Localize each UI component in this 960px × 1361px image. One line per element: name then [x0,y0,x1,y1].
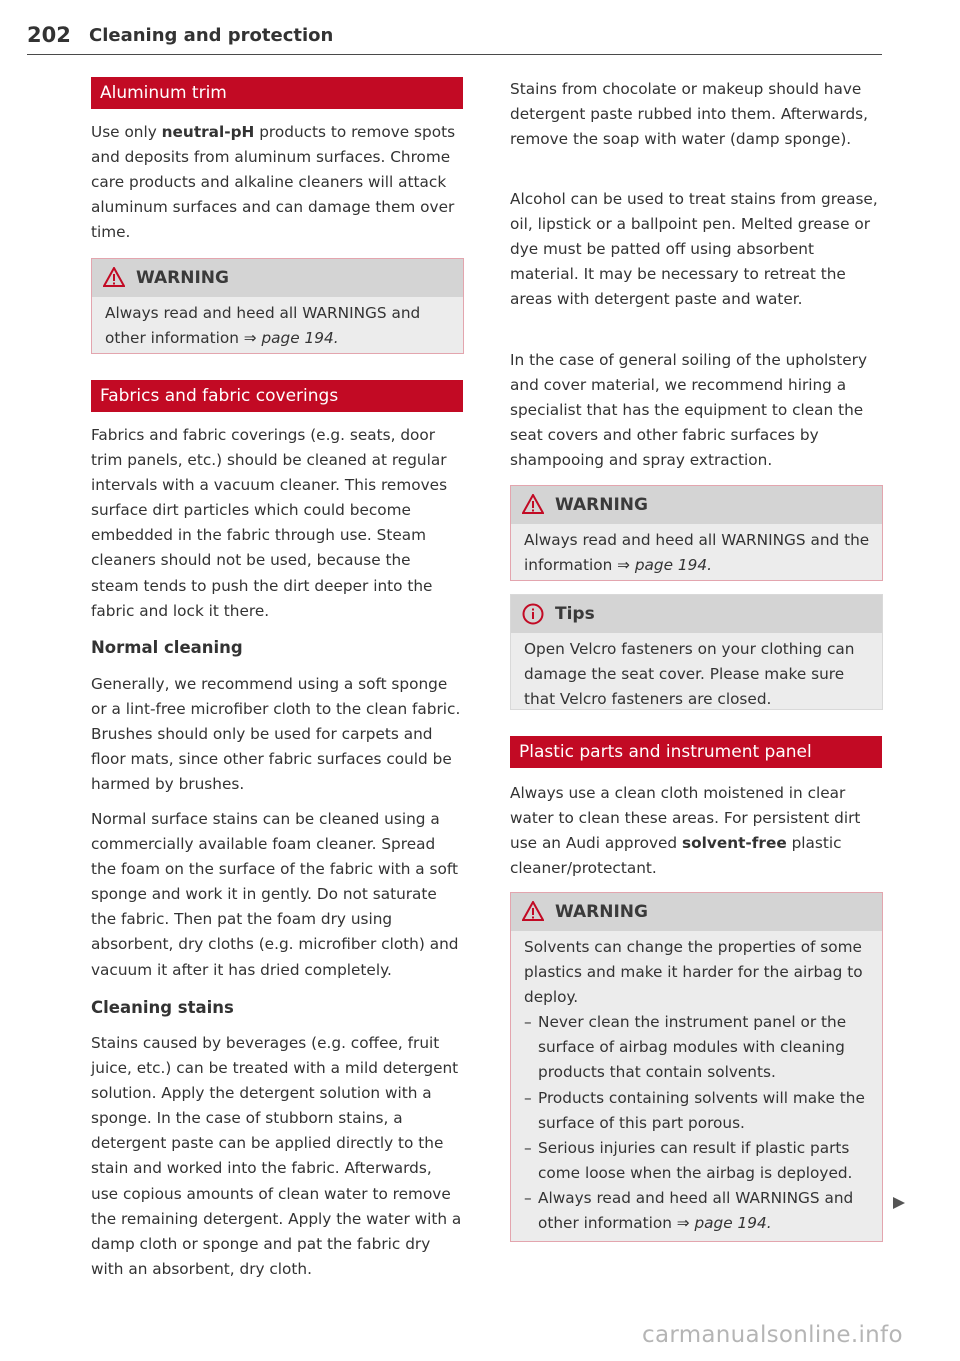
warning-text: Always read and heed all WARNINGS and other information ⇒ page 194. [105,304,421,348]
warning-intro: Solvents can change the properties of some plastics and make it harder for the airbag to deploy. [524,938,863,1007]
normal-cleaning-paragraph-2: Normal surface stains can be cleaned using a commercially available foam cleaner. Spread the foam on the surface of the fabric with a soft sponge and work it in gently. Do not saturate the fabric. Then pat the foam dry using absorbent, dry cloths (e.g. microfiber cloth) and vacuum it after it has dried completely. [91,810,459,979]
warning-triangle-icon [103,267,125,287]
warning-title: WARNING [136,268,229,288]
warning-box-fabrics [510,485,883,581]
page-reference-link[interactable]: ⇒ page 194. [243,329,339,348]
normal-cleaning-paragraph-1: Generally, we recommend using a soft sponge or a lint-free microfiber cloth to the clean fabric. Brushes should only be used for carpets and floor mats, since other fabric surfaces could be harmed by brushes. [91,675,461,794]
upholstery-paragraph: In the case of general soiling of the upholstery and cover material, we recommend hiring a specialist that has the equipment to clean the seat covers and other fabric surfaces by shampooing and spray extraction. [510,351,868,470]
page-reference-link[interactable]: ⇒ page 194. [617,556,712,575]
emphasis-solvent-free: solvent-free [682,834,787,853]
warning-bullet: – Always read and heed all WARNINGS and other information ⇒ page 194. [524,1188,854,1233]
tips-box [510,594,883,710]
alcohol-paragraph: Alcohol can be used to treat stains from grease, oil, lipstick or a ballpoint pen. Melted grease or dye must be patted off using absorbent material. It may be necessary to retreat the areas with detergent paste and water. [510,190,878,309]
warning-text: Always read and heed all WARNINGS and the information ⇒ page 194. [524,531,870,575]
cleaning-stains-paragraph: Stains caused by beverages (e.g. coffee, fruit juice, etc.) can be treated with a mild detergent solution. Apply the detergent solution with a sponge. In the case of stubborn stains, a detergent paste can be applied directly to the stain and worked into the fabric. Afterwards, use copious amounts of clean water to remove the remaining detergent. Apply the water with a damp cloth or sponge and pat the fabric dry with an absorbent, dry cloth. [91,1034,462,1278]
warning-title: WARNING [555,902,648,922]
tips-title: Tips [555,604,595,624]
warning-triangle-icon [522,494,544,514]
warning-bullet: – Never clean the instrument panel or the surface of airbag modules with cleaning products that contain solvents. [524,1013,847,1082]
warning-box-aluminum [91,258,464,354]
section-header-aluminum: Aluminum trim [91,77,463,109]
fabrics-paragraph: Fabrics and fabric coverings (e.g. seats, door trim panels, etc.) should be cleaned at regular intervals with a vacuum cleaner. This removes surface dirt particles which could become embedded in the fabric through use. Steam cleaners should not be used, because the steam tends to push the dirt deeper into the fabric and lock it there. [91,426,448,620]
warning-bullet: – Serious injuries can result if plastic parts come loose when the airbag is deployed. [524,1138,853,1182]
info-circle-icon [522,603,544,625]
warning-title: WARNING [555,495,648,515]
tips-text: Open Velcro fasteners on your clothing can damage the seat cover. Please make sure that Velcro fasteners are closed. [524,640,855,709]
warning-triangle-icon [522,901,544,921]
section-header-fabrics: Fabrics and fabric coverings [91,380,463,412]
page-header [27,24,882,55]
watermark: carmanualsonline.info [642,1322,903,1348]
page-reference-link[interactable]: ⇒ page 194. [676,1214,772,1233]
page-number: 202 [27,23,71,47]
chapter-title: Cleaning and protection [89,25,334,46]
subheading-cleaning-stains: Cleaning stains [91,998,234,1017]
section-header-plastic: Plastic parts and instrument panel [510,736,882,768]
stains-chocolate-paragraph: Stains from chocolate or makeup should have detergent paste rubbed into them. Afterwards, remove the soap with water (damp sponge). [510,80,869,149]
warning-body [511,931,882,1246]
aluminum-paragraph: Use only neutral-pH products to remove spots and deposits from aluminum surfaces. Chrome care products and alkaline cleaners will attack aluminum surfaces and can damage them over time. [91,123,456,242]
continue-arrow-icon [892,1196,906,1210]
warning-box-plastic [510,892,883,1242]
subheading-normal-cleaning: Normal cleaning [91,638,243,657]
plastic-paragraph: Always use a clean cloth moistened in clear water to clean these areas. For persistent dirt use an Audi approved solvent-free plastic cleaner/protectant. [510,784,861,878]
warning-bullet: – Products containing solvents will make the surface of this part porous. [524,1088,865,1132]
emphasis-neutral-ph: neutral-pH [161,123,255,141]
